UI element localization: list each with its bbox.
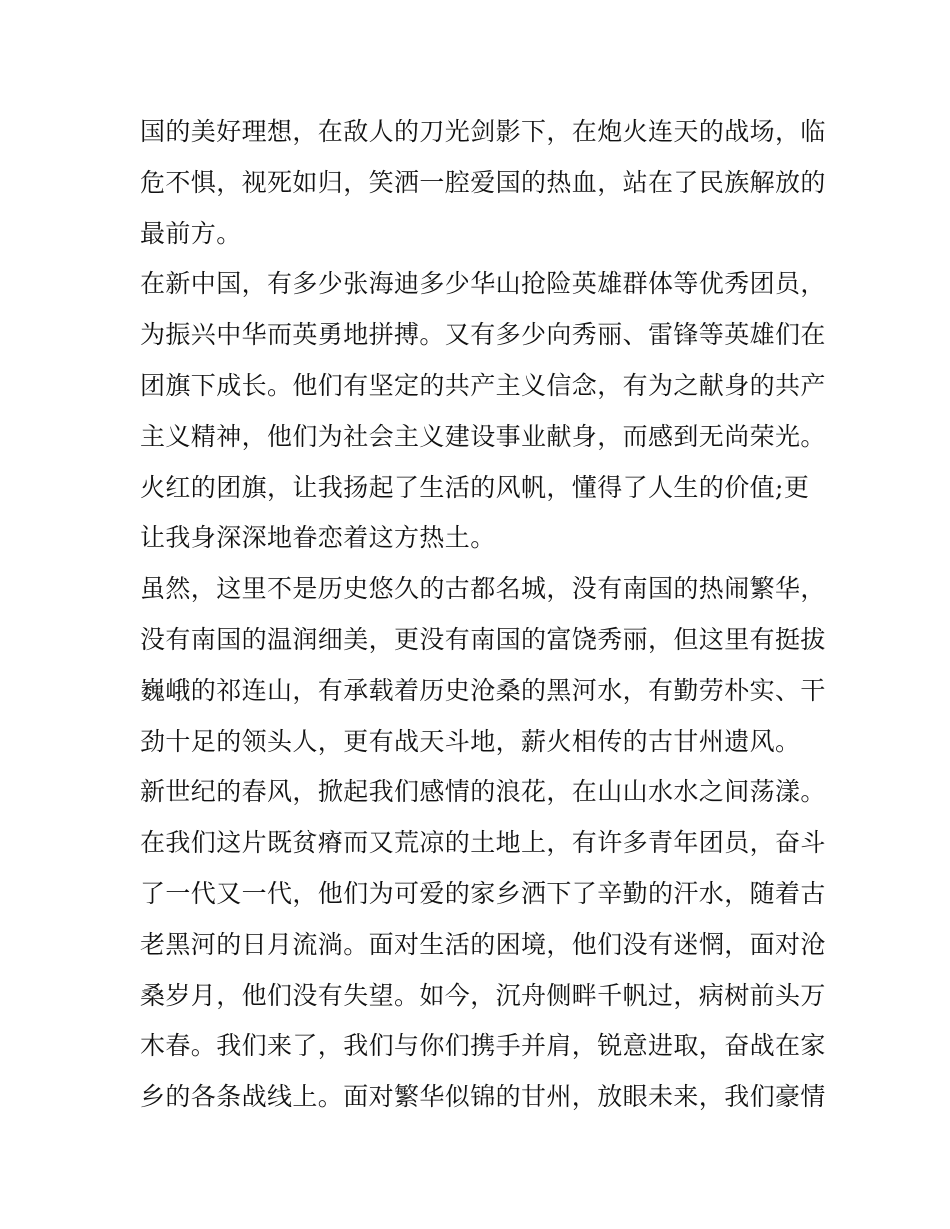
text-line: 危不惧，视死如归，笑洒一腔爱国的热血，站在了民族解放的 xyxy=(140,167,826,197)
text-line: 主义精神，他们为社会主义建设事业献身，而感到无尚荣光。 xyxy=(140,421,826,451)
text-line: 国的美好理想，在敌人的刀光剑影下，在炮火连天的战场，临 xyxy=(140,117,826,146)
text-line: 没有南国的温润细美，更没有南国的富饶秀丽，但这里有挺拔 xyxy=(140,624,826,654)
body-text xyxy=(140,107,826,1123)
text-line: 劲十足的领头人，更有战天斗地，薪火相传的古甘州遗风。 xyxy=(140,726,801,756)
text-line: 木春。我们来了，我们与你们携手并肩，锐意进取，奋战在家 xyxy=(140,1031,826,1061)
text-line: 火红的团旗，让我扬起了生活的风帆，懂得了人生的价值;更 xyxy=(140,472,810,502)
text-line: 乡的各条战线上。面对繁华似锦的甘州，放眼未来，我们豪情 xyxy=(140,1082,826,1112)
text-line: 团旗下成长。他们有坚定的共产主义信念，有为之献身的共产 xyxy=(140,370,826,400)
text-line: 老黑河的日月流淌。面对生活的困境，他们没有迷惘，面对沧 xyxy=(140,929,826,959)
text-line: 巍峨的祁连山，有承载着历史沧桑的黑河水，有勤劳朴实、干 xyxy=(140,675,826,705)
text-line: 在我们这片既贫瘠而又荒凉的土地上，有许多青年团员，奋斗 xyxy=(140,828,826,858)
text-line: 在新中国，有多少张海迪多少华山抢险英雄群体等优秀团员， xyxy=(140,269,826,299)
text-line: 虽然，这里不是历史悠久的古都名城，没有南国的热闹繁华， xyxy=(140,574,826,604)
text-line: 让我身深深地眷恋着这方热土。 xyxy=(140,523,496,553)
text-line: 新世纪的春风，掀起我们感情的浪花，在山山水水之间荡漾。 xyxy=(140,777,826,807)
text-line: 最前方。 xyxy=(140,218,242,248)
text-line: 了一代又一代，他们为可爱的家乡洒下了辛勤的汗水，随着古 xyxy=(140,878,826,908)
text-line: 桑岁月，他们没有失望。如今，沉舟侧畔千帆过，病树前头万 xyxy=(140,980,826,1010)
text-line: 为振兴中华而英勇地拼搏。又有多少向秀丽、雷锋等英雄们在 xyxy=(140,320,826,350)
